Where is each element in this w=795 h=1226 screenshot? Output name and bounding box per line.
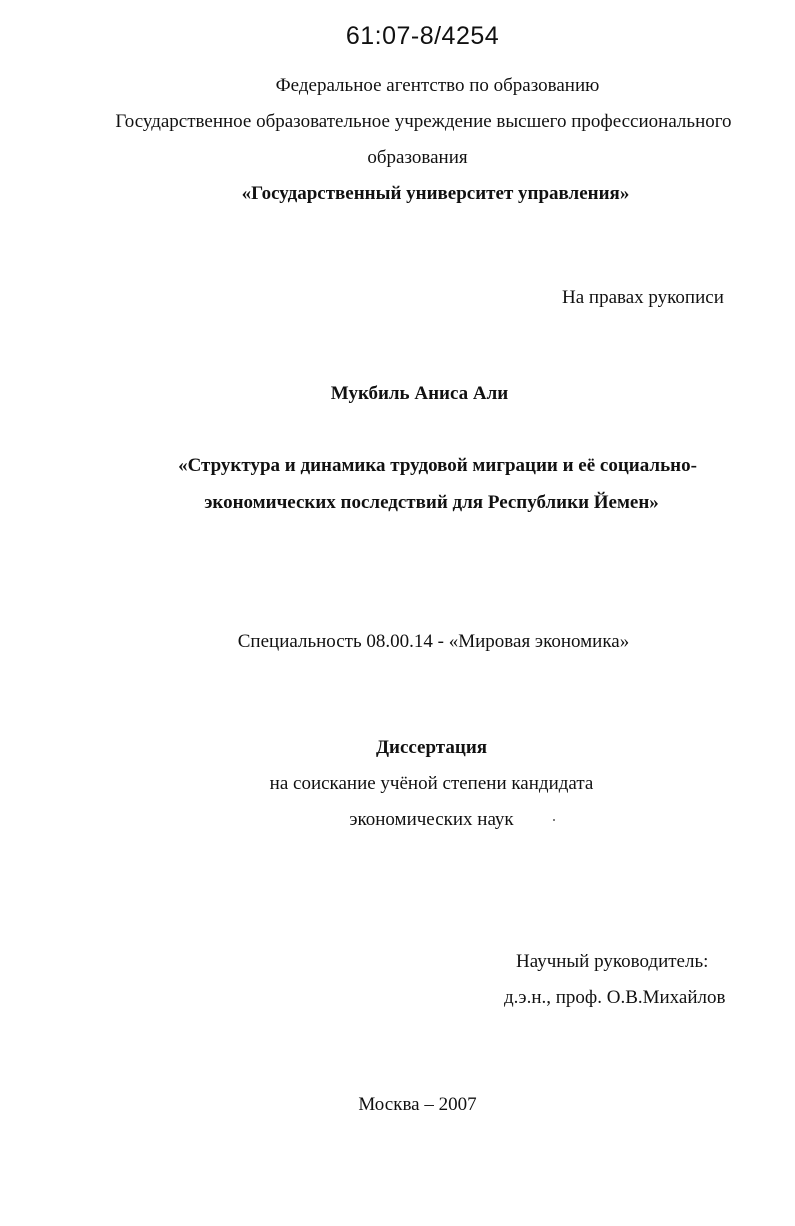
university-name: «Государственный университет управления» (241, 183, 630, 204)
manuscript-note: На правах рукописи (562, 287, 724, 308)
place-year: Москва – 2007 (358, 1094, 477, 1115)
agency-line: Федеральное агентство по образованию (275, 75, 600, 96)
supervisor-name: д.э.н., проф. О.В.Михайлов (504, 987, 726, 1008)
author-name: Мукбиль Аниса Али (330, 383, 509, 404)
institution-line-1: Государственное образовательное учреждение высшего профессионального (115, 111, 732, 132)
registration-code: 61:07-8/4254 (345, 22, 500, 50)
degree-line-2: экономических наук (349, 809, 514, 830)
scan-speck (553, 819, 555, 821)
institution-line-2: образования (367, 147, 468, 168)
dissertation-heading: Диссертация (375, 737, 488, 758)
supervisor-label: Научный руководитель: (516, 951, 709, 972)
degree-line-1: на соискание учёной степени кандидата (269, 773, 594, 794)
title-line-1: «Структура и динамика трудовой миграции и её социально- (178, 455, 697, 476)
title-line-2: экономических последствий для Республики Йемен» (204, 492, 659, 513)
specialty-line: Специальность 08.00.14 - «Мировая экономика» (237, 631, 630, 652)
